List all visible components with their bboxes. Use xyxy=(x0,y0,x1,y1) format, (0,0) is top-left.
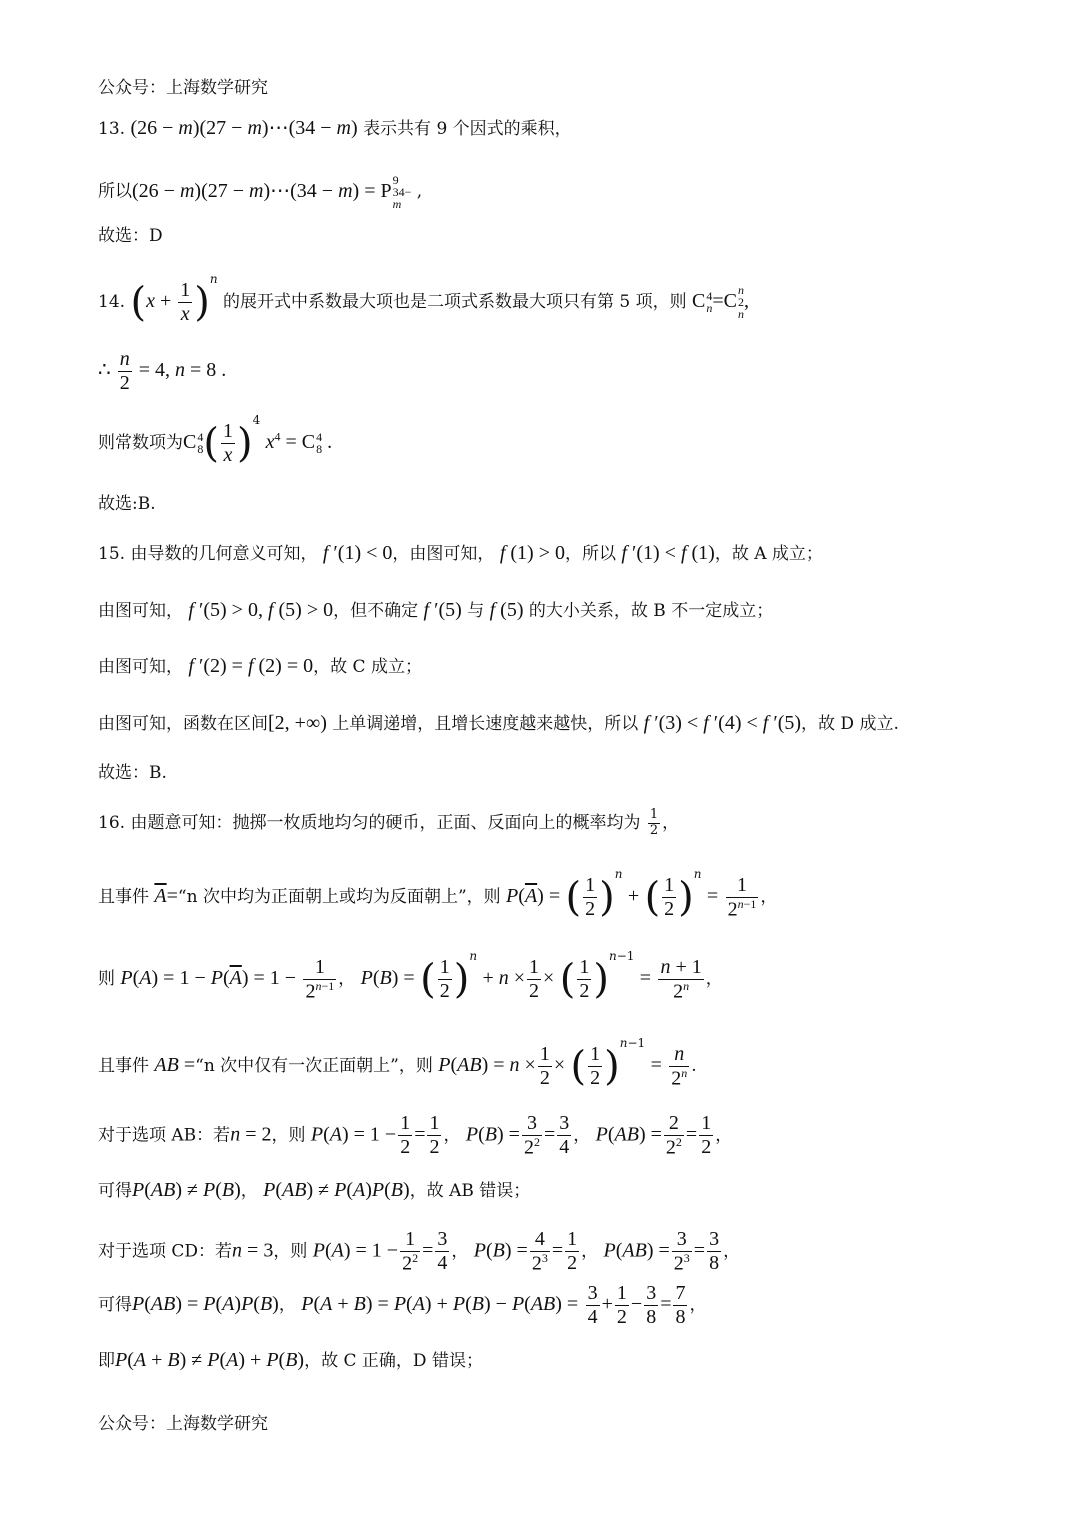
q16-line4: 且事件 AB =“n 次中仅有一次正面朝上”，则 P(AB) = n × $\frac{1}{2}$ × ( $\frac{1}{2}$ )$^{n-1}$ = $\frac{n}{2^n}$ . xyxy=(98,1036,697,1090)
q15-l1-a: 15. 由导数的几何意义可知， xyxy=(98,544,318,564)
q16-l6-b: ，故 AB 错误； xyxy=(409,1181,531,1201)
q15-l4-c: ，故 D 成立. xyxy=(801,714,899,734)
q13-lead: 所以 xyxy=(98,181,132,202)
q13-text: 表示共有 9 个因式的乘积， xyxy=(363,119,572,139)
q16-l5-a: 对于选项 AB：若 xyxy=(98,1125,231,1146)
q15-l4-b: 上单调递增，且增长速度越来越快，所以 xyxy=(332,714,639,734)
q16-l4-a: 且事件 xyxy=(98,1056,149,1076)
q15-line4: 由图可知，函数在区间[2, +∞) 上单调递增，且增长速度越来越快，所以 f ′(3) < f ′(4) < f ′(5)，故 D 成立. xyxy=(98,712,899,734)
q16-line1: 16. 由题意可知：抛掷一枚质地均匀的硬币，正面、反面向上的概率均为 $\frac{1}{2}$ ， xyxy=(98,807,680,838)
q15-l1-b: ，由图可知， xyxy=(392,544,495,564)
q16-line5: 对于选项 AB：若n = 2，则 P(A) = 1 − $\frac{1}{2}$ = $\frac{1}{2}$ ， P(B) = $\frac{3}{2^2}$ = $\frac{3}{4}$ ， P(AB) = $\frac{2}{2^2}$ = $\frac{1}{2}$ ， xyxy=(98,1112,733,1159)
q16-line9: 即P(A + B) ≠ P(A) + P(B)，故 C 正确，D 错误； xyxy=(98,1349,483,1371)
q14-line3: 则常数项为C 4 8 ( $\frac{1}{x}$ )$^4$ $x^4 = C$ 4 8 . xyxy=(98,413,333,467)
q15-l2-d: 的大小关系，故 B 不一定成立； xyxy=(528,601,774,621)
page-footer: 公众号：上海数学研究 xyxy=(98,1414,268,1434)
q14-const-lead: 则常数项为 xyxy=(98,433,183,453)
q16-l6-a: 可得 xyxy=(98,1181,132,1201)
q16-l9-a: 即 xyxy=(98,1351,115,1371)
q15-l4-a: 由图可知，函数在区间 xyxy=(98,714,268,734)
q16-l3-a: 则 xyxy=(98,969,115,989)
q16-l5-b: ，则 xyxy=(271,1125,306,1146)
q15-l3-a: 由图可知， xyxy=(98,657,183,677)
q16-line2: 且事件 $\overline{A}=“n$ 次中均为正面朝上或均为反面朝上”，则 $P(\overline{A})$ = ( $\frac{1}{2}$ )$^n$ + ( $\frac{1}{2}$ )$^n$ = $\frac{1}{2^{n-1}}$ ， xyxy=(98,867,778,921)
q15-l1-c: ，所以 xyxy=(564,544,616,564)
q14-line1: 14. (x + $\frac{1}{x}$ )$^n$ 的展开式中系数最大项也是二项式系数最大项只有第 5 项，则 C 4 n =C n 2 n , xyxy=(98,272,749,326)
q16-l1: 16. 由题意可知：抛掷一枚质地均匀的硬币，正面、反面向上的概率均为 xyxy=(98,812,641,833)
q16-l2-a: 且事件 xyxy=(98,887,149,907)
q15-answer: 故选：B. xyxy=(98,763,167,783)
q16-l9-b: ，故 C 正确，D 错误； xyxy=(304,1351,483,1371)
q14-number: 14. xyxy=(98,292,126,312)
q16-line6: 可得P(AB) ≠ P(B)， P(AB) ≠ P(A)P(B)，故 AB 错误； xyxy=(98,1179,531,1201)
q13-number: 13. xyxy=(98,119,126,139)
q15-l2-b: ，但不确定 xyxy=(333,601,419,621)
q13-line2: 所以(26 − m)(27 − m)⋯(34 − m) = P 9 34− m , xyxy=(98,173,423,211)
q15-l2-a: 由图可知， xyxy=(98,601,183,621)
q13-line1: 13. (26 − m)(27 − m)⋯(34 − m) 表示共有 9 个因式的乘积， xyxy=(98,117,572,139)
q16-line7: 对于选项 CD：若n = 3，则 P(A) = 1 − $\frac{1}{2^2}$ = $\frac{3}{4}$ ， P(B) = $\frac{4}{2^3}$ = $\frac{1}{2}$ ， P(AB) = $\frac{3}{2^3}$ = $\frac{3}{8}$ ， xyxy=(98,1228,741,1275)
q16-line8: 可得P(AB) = P(A)P(B)， P(A + B) = P(A) + P(B) − P(AB) = $\frac{3}{4}$ + $\frac{1}{2}$ − $\frac{3}{8}$ = $\frac{7}{8}$ ， xyxy=(98,1282,707,1328)
q15-l3-b: ，故 C 成立； xyxy=(313,657,422,677)
q15-line3: 由图可知， f ′(2) = f (2) = 0，故 C 成立； xyxy=(98,655,422,677)
q15-l2-c: 与 xyxy=(467,601,485,621)
q15-l1-d: ，故 A 成立； xyxy=(714,544,823,564)
q15-line1: 15. 由导数的几何意义可知， f ′(1) < 0，由图可知， f (1) > 0，所以 f ′(1) < f (1)，故 A 成立； xyxy=(98,542,823,564)
q14-line2: ∴ $\frac{n}{2}$ = 4, n = 8 . xyxy=(98,348,227,394)
q16-l2-b: “n 次中均为正面朝上或均为反面朝上”，则 xyxy=(177,887,501,907)
q15-line2: 由图可知， f ′(5) > 0, f (5) > 0，但不确定 f ′(5) 与 f (5) 的大小关系，故 B 不一定成立； xyxy=(98,599,774,621)
q16-l7-a: 对于选项 CD：若 xyxy=(98,1241,233,1262)
q14-text: 的展开式中系数最大项也是二项式系数最大项只有第 5 项，则 xyxy=(222,292,687,312)
q16-l8-a: 可得 xyxy=(98,1295,132,1315)
q16-l7-b: ，则 xyxy=(273,1241,308,1262)
q14-answer: 故选:B. xyxy=(98,494,156,514)
q16-line3: 则 $P(A) = 1 - P(\overline{A}) = 1$ − $\frac{1}{2^{n-1}}$ ， P(B) = ( $\frac{1}{2}$ )$^n$ + n × $\frac{1}{2}$ × ( $\frac{1}{2}$ )$^{n-1}$ = $\frac{n + 1}{2^n}$ ， xyxy=(98,949,723,1003)
q13-answer: 故选：D xyxy=(98,226,163,246)
page-header: 公众号：上海数学研究 xyxy=(98,78,268,98)
q16-l4-b: “n 次中仅有一次正面朝上”，则 xyxy=(195,1056,433,1076)
